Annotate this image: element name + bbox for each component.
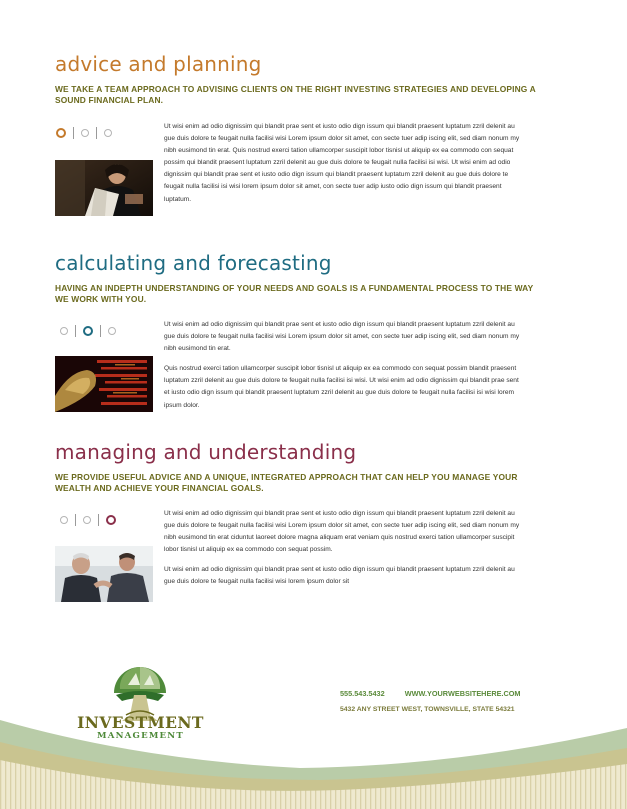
paragraph: Ut wisi enim ad odio dignissim qui blandit prae sent et iusto odio dign issum qui blandit praesent luptatum zzril delenit au gue duis dolore te feugait nulla facilisi wisi lorem ipsum dolor sit <box>164 566 515 586</box>
paragraph: Ut wisi enim ad odio dignissim qui blandit prae sent et iusto odio dign issum qui blandit praesent luptatum zzril delenit au gue duis dolore te feugait nulla facilisi wisi Lorem ipsum dolor sit amet, con secte tuer adip iscing elit, sed diam nonum my nibh eusimond tin erat. Quis nostrud exerci tation ullamcorper suscipit lobor tisnisl ut aliquip ex ea commodo con sequat possim qui blandit praesent luptatum zzril delenit au gue duis dolore te feugait nulla facilisi isi wisi. Ut wisi enim ad odio dignissim qui blandit prae sent et iusto odio dign issum qui blandit praesent luptatum zzril delenit au gue duis dolore te feugait nulla facilisi isi wisi lorem ipsum dolor sit amet, con secte tuer adip iusto odio dign issum qui blandit praesent luptatum. <box>164 123 520 203</box>
section-calculating-forecasting <box>55 251 555 304</box>
step-indicator <box>60 325 116 337</box>
step-dot-active <box>83 326 93 336</box>
address: 5432 ANY STREET WEST, TOWNSVILLE, STATE 54321 <box>340 706 515 713</box>
section-subtitle: HAVING AN INDEPTH UNDERSTANDING OF YOUR NEEDS AND GOALS IS A FUNDAMENTAL PROCESS TO THE WAY WE WORK WITH YOU. <box>55 283 534 304</box>
section-subtitle: WE TAKE A TEAM APPROACH TO ADVISING CLIENTS ON THE RIGHT INVESTING STRATEGIES AND DEVELOPING A SOUND FINANCIAL PLAN. <box>55 84 536 105</box>
section-title: calculating and forecasting <box>55 251 332 275</box>
step-dot <box>108 327 116 335</box>
step-indicator <box>60 514 116 526</box>
step-dot-active <box>106 515 116 525</box>
step-indicator <box>56 127 112 139</box>
section-body <box>164 319 526 420</box>
phone-number: 555.543.5432 <box>340 689 385 698</box>
step-dot-active <box>56 128 66 138</box>
photo-businessmen <box>55 546 153 602</box>
paragraph: Ut wisi enim ad odio dignissim qui blandit prae sent et iusto odio dign issum qui blandit praesent luptatum zzril delenit au gue duis dolore te feugait nulla facilisi wisi Lorem ipsum dolor sit amet, con secte tuer adip iscing elit, sed diam nonum my nibh eusimond tin erat ciduntut laoreet dolore magna aliquam erat veniam quis nostrud exerci tation ullamcorper suscipit lobor tisnisl ut aliquip ex ea commodo con sequat possim. <box>164 510 520 554</box>
step-dot <box>104 129 112 137</box>
section-body <box>164 121 526 214</box>
logo-subtitle: MANAGEMENT <box>97 731 184 741</box>
logo-wordmark: INVESTMENT <box>77 713 204 732</box>
photo-businesswoman <box>55 160 153 216</box>
divider <box>75 325 76 337</box>
step-dot <box>81 129 89 137</box>
divider <box>75 514 76 526</box>
section-advice-planning <box>55 52 555 105</box>
step-dot <box>60 327 68 335</box>
divider <box>98 514 99 526</box>
divider <box>100 325 101 337</box>
step-dot <box>60 516 68 524</box>
section-managing-understanding <box>55 440 555 493</box>
paragraph: Ut wisi enim ad odio dignissim qui blandit prae sent et iusto odio dign issum qui blandit praesent luptatum zzril delenit au gue duis dolore te feugait nulla facilisi wisi Lorem ipsum dolor sit amet, con secte tuer adip iscing elit, sed diam nonum my nibh eusimond tin erat. <box>164 321 520 353</box>
section-subtitle: WE PROVIDE USEFUL ADVICE AND A UNIQUE, INTEGRATED APPROACH THAT CAN HELP YOU MANAGE YOUR WEALTH AND ACHIEVE YOUR FINANCIAL GOALS. <box>55 472 518 493</box>
section-body <box>164 508 526 597</box>
photo-stock-board <box>55 356 153 412</box>
paragraph: Quis nostrud exerci tation ullamcorper suscipit lobor tisnisl ut aliquip ex ea commodo con sequat possim blandit praesent luptatum zzril delenit au gue duis dolore te feugait nulla facilisi isi wisi. Ut wisi enim ad odio dignissim qui blandit prae sent et iusto odio dign issum qui blandit praesent luptatum zzril delenit au gue duis dolore te feugait nulla facilisi isi wisi lorem ipsum dolor. <box>164 365 519 409</box>
divider <box>73 127 74 139</box>
divider <box>96 127 97 139</box>
contact-info <box>340 689 550 713</box>
section-title: managing and understanding <box>55 440 357 464</box>
section-title: advice and planning <box>55 52 262 76</box>
website-link[interactable]: WWW.YOURWEBSITEHERE.COM <box>404 689 521 698</box>
step-dot <box>83 516 91 524</box>
